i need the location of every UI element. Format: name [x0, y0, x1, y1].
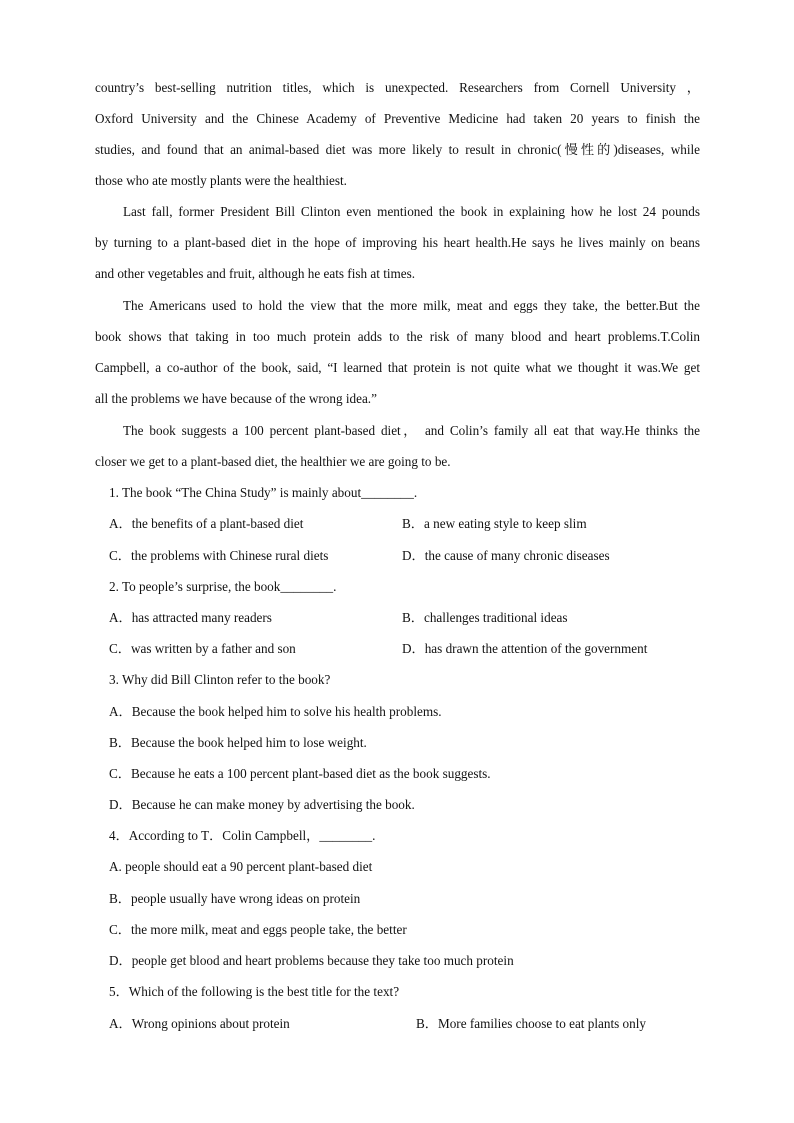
question-2-option-d: D．has drawn the attention of the government: [402, 641, 648, 656]
question-3-option-b: B．Because the book helped him to lose weight.: [109, 735, 367, 750]
question-1-option-a: A．the benefits of a plant-based diet: [109, 516, 304, 531]
question-1-option-d: D．the cause of many chronic diseases: [402, 548, 610, 563]
passage-line: book shows that taking in too much protein adds to the risk of many blood and heart problems.T.Colin: [95, 329, 700, 344]
passage-line: closer we get to a plant-based diet, the healthier we are going to be.: [95, 454, 451, 469]
passage-line: all the problems we have because of the wrong idea.”: [95, 391, 377, 406]
question-4-option-c: C．the more milk, meat and eggs people take, the better: [109, 922, 407, 937]
question-1-option-b: B．a new eating style to keep slim: [402, 516, 587, 531]
passage-line: country’s best-selling nutrition titles, which is unexpected. Researchers from Cornell University ，: [95, 80, 700, 95]
passage-line: studies, and found that an animal-based diet was more likely to result in chronic(慢性的)diseases, while: [95, 142, 700, 157]
question-4-option-b: B．people usually have wrong ideas on protein: [109, 891, 361, 906]
passage-line: Oxford University and the Chinese Academy of Preventive Medicine had taken 20 years to finish the: [95, 111, 700, 126]
question-2-option-b: B．challenges traditional ideas: [402, 610, 568, 625]
question-5-option-a: A．Wrong opinions about protein: [109, 1016, 290, 1031]
question-3-option-a: A．Because the book helped him to solve his health problems.: [109, 704, 442, 719]
passage-line: and other vegetables and fruit, although he eats fish at times.: [95, 266, 416, 281]
question-4-option-d: D．people get blood and heart problems because they take too much protein: [109, 953, 514, 968]
question-2-option-a: A．has attracted many readers: [109, 610, 272, 625]
question-3-option-d: D．Because he can make money by advertising the book.: [109, 797, 415, 812]
question-5-stem: 5．Which of the following is the best title for the text?: [109, 984, 400, 999]
question-5-option-b: B．More families choose to eat plants only: [416, 1016, 647, 1031]
question-1-option-c: C．the problems with Chinese rural diets: [109, 548, 329, 563]
question-2-option-c: C．was written by a father and son: [109, 641, 296, 656]
question-3-option-c: C．Because he eats a 100 percent plant-based diet as the book suggests.: [109, 766, 491, 781]
question-3-stem: 3. Why did Bill Clinton refer to the book?: [109, 672, 331, 687]
question-2-stem: 2. To people’s surprise, the book________.: [109, 579, 337, 594]
passage-line: Last fall, former President Bill Clinton even mentioned the book in explaining how he lost 24 pounds: [123, 204, 700, 219]
question-4-option-a: A. people should eat a 90 percent plant-based diet: [109, 859, 373, 874]
question-4-stem: 4．According to T．Colin Campbell，________.: [109, 828, 376, 843]
passage-line: The book suggests a 100 percent plant-based diet， and Colin’s family all eat that way.He thinks the: [123, 423, 700, 438]
passage-line: by turning to a plant-based diet in the hope of improving his heart health.He says he lives mainly on beans: [95, 235, 700, 250]
passage-line: Campbell, a co-author of the book, said, “I learned that protein is not quite what we thought it was.We get: [95, 360, 700, 375]
question-1-stem: 1. The book “The China Study” is mainly about________.: [109, 485, 418, 500]
passage-line: The Americans used to hold the view that the more milk, meat and eggs they take, the better.But the: [123, 298, 700, 313]
passage-line: those who ate mostly plants were the healthiest.: [95, 173, 347, 188]
